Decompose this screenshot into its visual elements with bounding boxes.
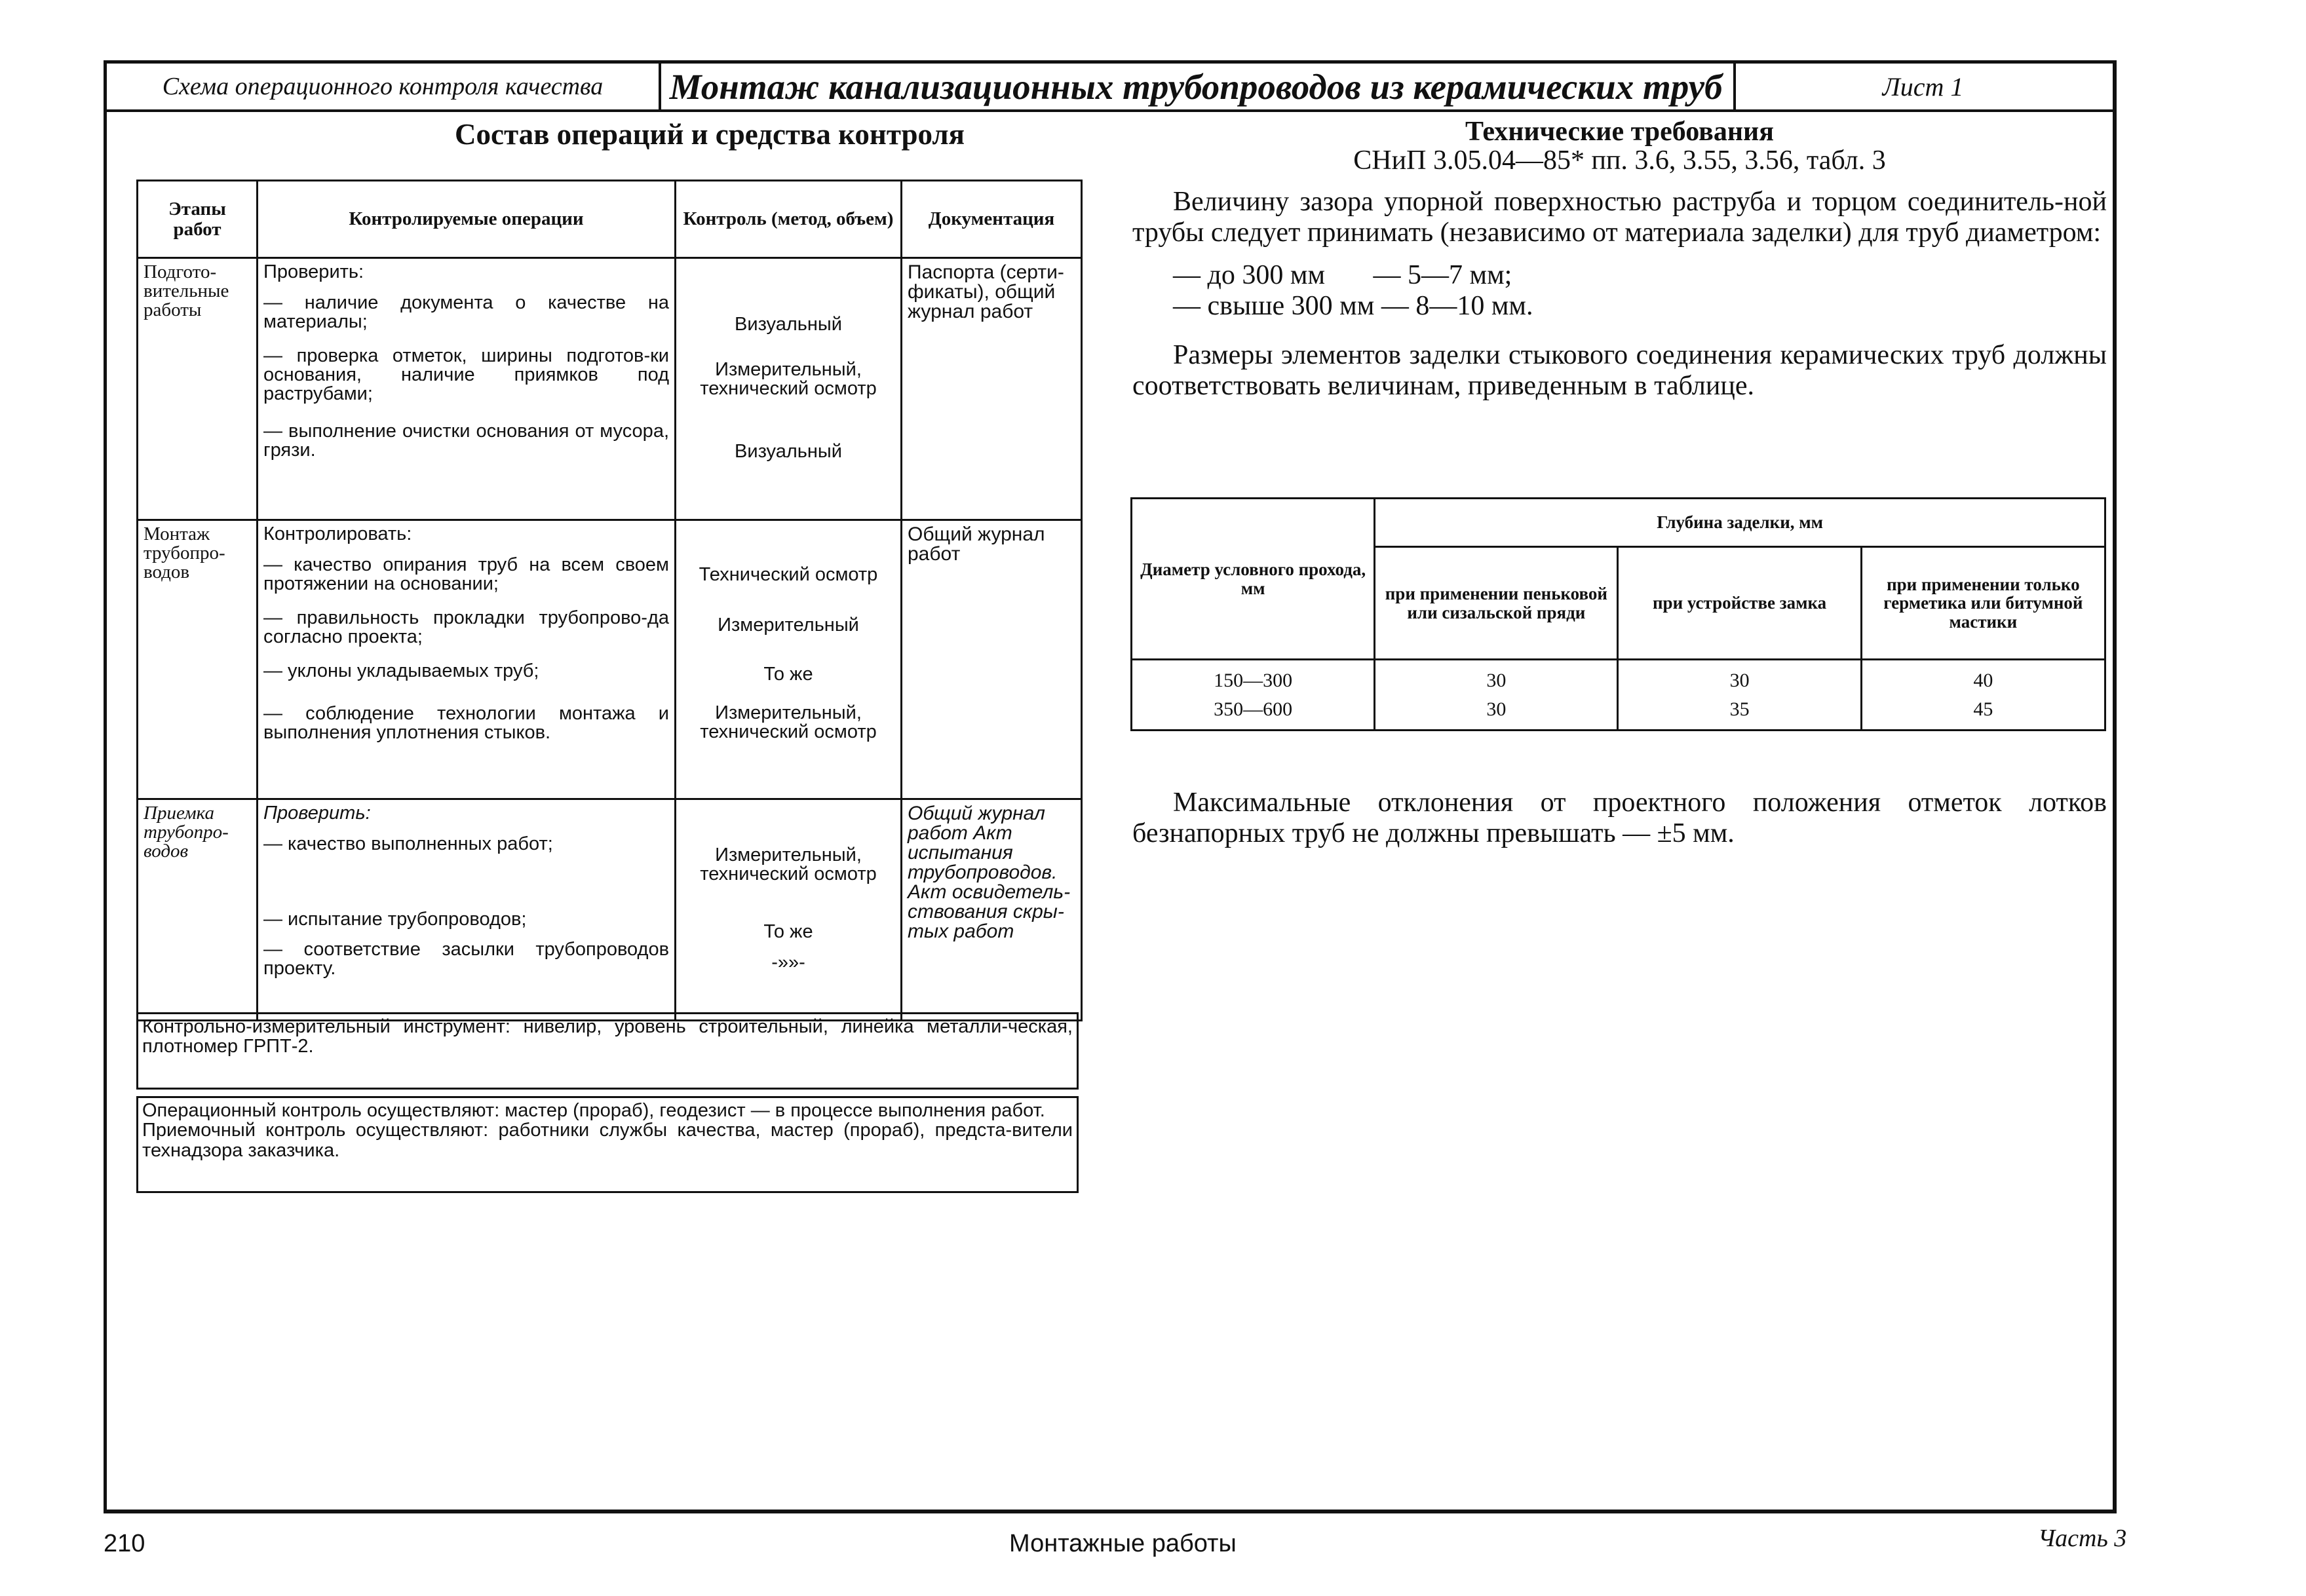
control-method: Визуальный <box>735 441 842 462</box>
table-cell: 30 <box>1486 670 1507 691</box>
table-header-row <box>138 181 1082 258</box>
instrument-note: Контрольно-измерительный инструмент: нивелир, уровень строительный, линейка металли-ческая, плотномер ГРПТ-2. <box>136 1012 1079 1090</box>
operation-item: — качество выполненных работ; <box>263 833 553 854</box>
table-cell: 30 <box>1729 670 1750 691</box>
table-cell: 150—300 <box>1214 670 1293 691</box>
operation-item: — правильность прокладки трубопрово-да согласно проекта; <box>263 607 669 647</box>
control-cell <box>676 520 902 799</box>
acceptance-control-note: Приемочный контроль осуществляют: работники службы качества, мастер (прораб), предста-вители технадзора заказчика. <box>142 1120 1073 1161</box>
stage-cell: Монтаж трубопро-водов <box>138 520 258 799</box>
joint-dimensions-table <box>1130 497 2106 731</box>
schema-title: Схема операционного контроля качества <box>107 64 661 109</box>
title-block <box>107 64 2113 112</box>
col-control: Контроль (метод, объем) <box>676 181 902 258</box>
operation-item: — выполнение очистки основания от мусора, грязи. <box>263 421 669 461</box>
operations-cell <box>258 799 676 1021</box>
documentation-cell: Паспорта (серти-фикаты), общий журнал работ <box>902 258 1082 520</box>
control-notes <box>136 1096 1079 1193</box>
table-row <box>1132 660 2105 731</box>
control-method: Измерительный, технический осмотр <box>700 359 877 399</box>
operations-cell <box>258 258 676 520</box>
operations-intro: Проверить: <box>263 803 371 824</box>
footer-part: Часть 3 <box>2038 1525 2127 1552</box>
table-cell: 30 <box>1486 698 1507 720</box>
control-cell <box>676 799 902 1021</box>
table-header-row <box>1132 499 2105 547</box>
control-cell <box>676 258 902 520</box>
sealant-values <box>1861 660 2105 731</box>
control-method: То же <box>763 664 813 685</box>
table-cell: 40 <box>1973 670 1993 691</box>
col-depth-group: Глубина заделки, мм <box>1375 499 2105 547</box>
operations-cell <box>258 520 676 799</box>
operation-item: — соответствие засылки трубопроводов проекту. <box>263 939 669 979</box>
stage-cell: Приемка трубопро-водов <box>138 799 258 1021</box>
main-title: Монтаж канализационных трубопроводов из керамических труб <box>659 64 1736 109</box>
operation-item: — проверка отметок, ширины подготов-ки основания, наличие приямков под раструбами; <box>263 345 669 404</box>
documentation-cell: Общий журнал работ <box>902 520 1082 799</box>
operations-intro: Проверить: <box>263 261 364 282</box>
operations-table <box>136 180 1083 1021</box>
control-method: Технический осмотр <box>699 564 878 585</box>
control-method: Визуальный <box>735 314 842 335</box>
table-row <box>138 258 1082 520</box>
control-method: То же <box>763 921 813 942</box>
requirements-paragraph: Величину зазора упорной поверхностью раструба и торцом соединитель-ной трубы следует принимать (независимо от материала заделки) для труб диаметром: <box>1132 187 2107 248</box>
operations-intro: Контролировать: <box>263 523 412 544</box>
stage-cell: Подгото-вительные работы <box>138 258 258 520</box>
lock-values <box>1618 660 1861 731</box>
hemp-values <box>1375 660 1618 731</box>
technical-requirements <box>1132 117 2107 402</box>
table-cell: 45 <box>1973 698 1993 720</box>
col-lock: при устройстве замка <box>1618 547 1861 660</box>
operation-item: — наличие документа о качестве на материалы; <box>263 292 669 332</box>
operational-control-note: Операционный контроль осуществляют: мастер (прораб), геодезист — в процессе выполнения работ. <box>142 1100 1045 1121</box>
list-item: — до 300 мм — 5—7 мм; <box>1173 260 1512 291</box>
operation-item: — уклоны укладываемых труб; <box>263 660 539 681</box>
document-frame <box>104 60 2117 1513</box>
operation-item: — испытание трубопроводов; <box>263 909 527 930</box>
documentation-cell: Общий журнал работ Акт испытания трубопроводов. Акт освидетель-ствования скры-тых работ <box>902 799 1082 1021</box>
control-method: Измерительный, технический осмотр <box>700 702 877 742</box>
table-row <box>138 520 1082 799</box>
operations-title: Состав операций и средства контроля <box>454 118 965 151</box>
table-cell: 35 <box>1729 698 1750 720</box>
table-row <box>138 799 1082 1021</box>
control-method: Измерительный <box>718 615 859 636</box>
gap-list <box>1132 260 2107 322</box>
requirements-reference: СНиП 3.05.04—85* пп. 3.6, 3.55, 3.56, табл. 3 <box>1353 145 1886 176</box>
col-operations: Контролируемые операции <box>258 181 676 258</box>
diameter-values <box>1132 660 1375 731</box>
control-method: Измерительный, технический осмотр <box>700 845 877 884</box>
operation-item: — качество опирания труб на всем своем протяжении на основании; <box>263 554 669 594</box>
page-number: 210 <box>104 1530 145 1557</box>
col-stages: Этапы работ <box>138 181 258 258</box>
control-method: -»»- <box>771 952 805 973</box>
list-item: — свыше 300 мм — 8—10 мм. <box>1173 291 1533 322</box>
tolerance-paragraph: Максимальные отклонения от проектного положения отметок лотков безнапорных труб не должны превышать — ±5 мм. <box>1132 788 2107 849</box>
operation-item: — соблюдение технологии монтажа и выполнения уплотнения стыков. <box>263 703 669 743</box>
table-cell: 350—600 <box>1214 698 1293 720</box>
col-diameter: Диаметр условного прохода, мм <box>1132 499 1375 660</box>
sheet-label: Лист 1 <box>1882 71 1964 102</box>
requirements-paragraph: Размеры элементов заделки стыкового соединения керамических труб должны соответствовать величинам, приведенным в таблице. <box>1132 340 2107 402</box>
requirements-title: Технические требования <box>1465 117 1774 147</box>
col-hemp-strand: при применении пеньковой или сизальской пряди <box>1375 547 1618 660</box>
col-sealant: при применении только герметика или битумной мастики <box>1861 547 2105 660</box>
col-documentation: Документация <box>902 181 1082 258</box>
footer-section: Монтажные работы <box>1009 1530 1237 1557</box>
